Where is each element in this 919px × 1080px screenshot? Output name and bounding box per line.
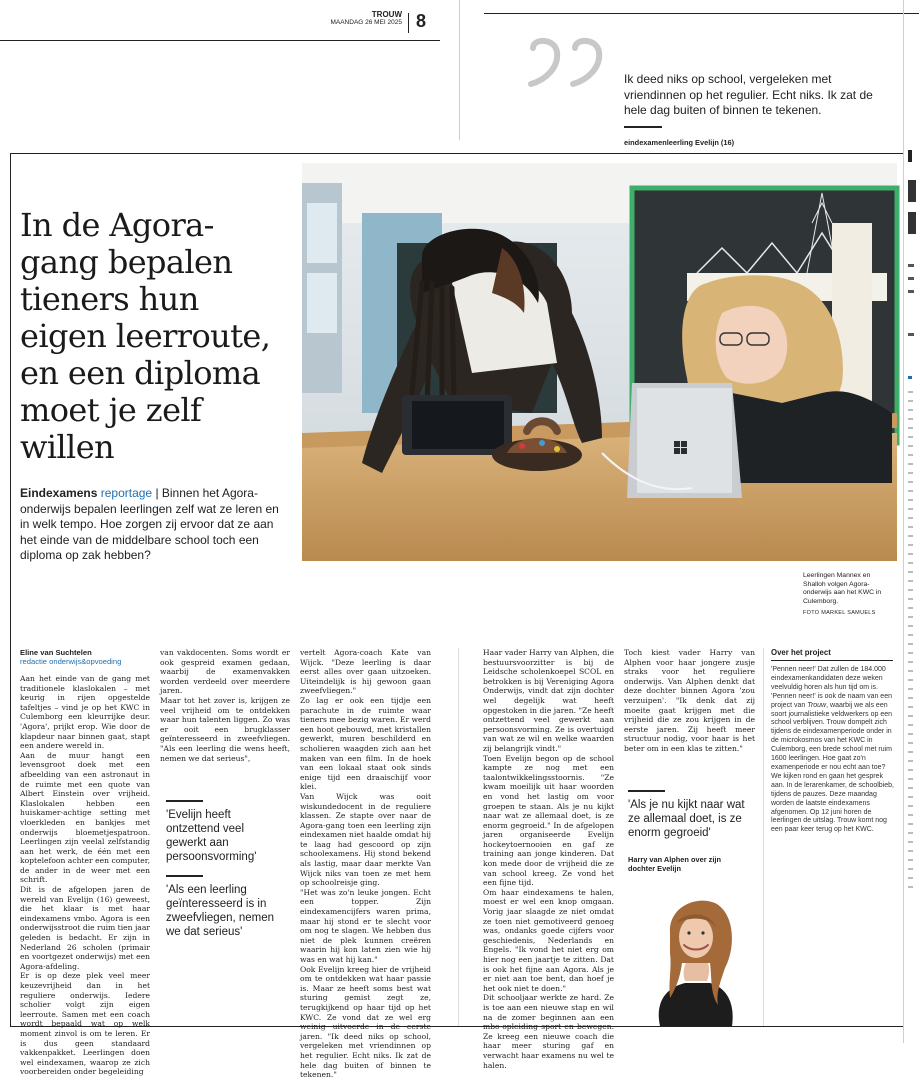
sidebar-body-rest: , waarbij we als een soort journalistieke veldwerkers op een school verblijven. Trouw dompelt zich tijdens de eindexamenperiode onder in de microkosmos van het KWC in Culemborg, een brede school met ruim 1600 leerlingen. Hoe gaat zo'n examenperiode er nou echt aan toe? We kijken rond en gaan het gesprek aan. In de lerarenkamer, de schoolbieb, tijdens de pauzes. Deze maandag worden de laatste eindexamens afgenomen. Op 12 juni horen de leerlingen de uitslag. Trouw komt nog een paar keer terug op het KWC. <box>771 701 894 834</box>
author-role: redactie onderwijs&opvoeding <box>20 657 122 666</box>
section-rule-top <box>10 153 903 154</box>
body-column-3: vertelt Agora-coach Kate van Wijck. "Deze leerling is daar eerst alles over gaan uitzoeken. Uiteindelijk is hij gewoon gaan zweefvliegen." Zo lag er ook een tijdje een parachute in de ruimte waar tieners mee bezig waren. Er werd een hoot gebouwd, met kristallen gewerkt, muren beschilderd en scholieren waagden zich aan het maken van een film. In de hoek van een lokaal staat ook sinds enige tijd een draaischijf voor klei. Van Wijck was ooit wiskundedocent in de reguliere klassen. Ze stapte over naar de Agora-gang toen een leerling zijn eindexamen niet haalde omdat hij te laag had gescoord op zijn schoolexamens. Hij stond bekend als lastig, maar daar merkte Van Wijck niks van toen ze met hem op schoolreisje ging. "Het was zo'n leuke jongen. Echt een topper. Zijn eindexamencijfers waren prima, maar hij stond er te slecht voor om nog te slagen. We hebben dus niet de plek kunnen creëren waarin hij kon laten zien wie hij was en wat hij kan." Ook Evelijn kreeg hier de vrijheid om te ontdekken wat haar passie is. Maar ze heeft soms best wat sturing gemist zegt ze, terugkijkend op haar tijd op het KWC. Ze vond dat ze wel erg weinig uitvoerde in de eerste jaren. "Ik deed niks op school, vergeleken met vriendinnen op het regulier. Echt niks. Ik zat de hele dag buiten of binnen te tekenen." <box>300 648 431 1080</box>
body-column-4: Haar vader Harry van Alphen, die bestuursvoorzitter is bij de Leidsche scholenkoepel SCOL en betrokken is bij Vereniging Agora Onderwijs, vindt dat zijn dochter wel degelijk wat heeft opgestoken in die jaren. "Ze heeft ontzettend veel gewerkt aan persoonsvorming. Ze is overtuigd van wat ze wil en welke waarden zij belangrijk vindt." Toen Evelijn begon op de school kampte ze nog met een taalontwikkelingsstoornis. "Ze kwam moeilijk uit haar woorden en vond het lastig om voor groepen te staan. Als je nu kijkt naar wat ze allemaal doet, is ze enorm gegroeid." In de afgelopen jaren organiseerde Evelijn hockeytoernooien en gaf ze training aan jonge kinderen. Dat kon mede door de vrijheid die ze van school kreeg. Ze vond het een fijne tijd. Om haar eindexamens te halen, moest er wel een knop omgaan. Vorig jaar slaagde ze niet omdat ze toen niet gemotiveerd genoeg was, ondanks goede cijfers voor geschiedenis, Nederlands en Engels. "Ik vond het niet erg om hier nog een jaartje te zitten. Dat is ook het fijne aan Agora. Als je er niet aan toe bent, dan hoef je het ook niet te doen." Dit schooljaar werkte ze hard. Ze is toe aan een nieuwe stap en wil na de zomer beginnen aan een mbo-opleiding sport en bewegen. Ze kreeg een nieuwe coach die haar meer sturing gaf en verwacht haar examens nu wel te halen. <box>483 648 614 1070</box>
pull-quote-top: Ik deed niks op school, vergeleken met vriendinnen op het regulier. Echt niks. Ik zat de hele dag buiten of binnen te tekenen. <box>624 72 873 117</box>
inline-quote-3: 'Als je nu kijkt naar wat ze allemaal doet, is ze enorm gegroeid' <box>628 799 745 839</box>
masthead-brand: TROUW <box>371 10 402 19</box>
pull-quote-top-attribution: eindexamenleerling Evelijn (16) <box>624 138 735 147</box>
portrait-photo <box>640 893 745 1026</box>
sidebar-divider <box>763 648 764 1026</box>
frame-left <box>10 153 11 1027</box>
intro-text: | Binnen het Agora-onderwijs bepalen leerlingen zelf wat ze leren en in welk tempo. Hoe zorgen zij ervoor dat ze aan het einde van de middelbare school toch een diploma op zak hebben? <box>20 486 279 562</box>
inline-quote-3-rule <box>628 790 665 792</box>
sidebar-body-intro: 'Pennen neer!' Dat zullen de 184.000 eindexamenkandidaten deze weken veelvuldig horen als hun tijd om is. 'Pennen neer!' is ook de naam van een project van <box>771 666 892 709</box>
author-name: Eline van Suchtelen <box>20 648 92 657</box>
article-photo <box>302 163 897 561</box>
sidebar-title-rule <box>771 660 893 661</box>
body-column-1: Aan het einde van de gang met traditionele klaslokalen – met keurig in rijen opgestelde tafeltjes – vind je op het KWC in Culemborg een kleurrijke deur. 'Agora', prijkt erop. Wie door de klapdeur naar binnen gaat, stapt een andere wereld in. Aan de muur hangt een levensgroot doek met een afbeelding van een astronaut in de ruimte met een quote van Albert Einstein over vrijheid. Klaslokalen hebben een huiskamer-achtige setting met vloerkleden en bankjes met onderwijs bloemetjespatroon. Leerlingen zijn veelal zelfstandig aan het werk, de één met een koptelefoon achter een computer, de ander in de weer met een schrift. Dit is de afgelopen jaren de wereld van Evelijn (16) geweest, die het klaar is met haar eindexamens vmbo. Agora is een onderwijsstroot die ruim tien jaar geleden is bedacht. Er zijn in Nederland 26 scholen (primair en voortgezet onderwijs) met een Agora-afdeling. Er is op deze plek veel meer keuzevrijheid dan in het reguliere onderwijs. Iedere scholier volgt zijn eigen leerroute. Samen met een coach wordt bepaald wat op welk moment zinvol is om te leren. Er is dus geen standaard vakkenpakket. Leerlingen doen wel eindexamen, waarop ze zich voorbereiden onder begeleiding <box>20 674 150 1077</box>
header-date: MAANDAG 26 MEI 2025 <box>330 19 402 26</box>
inline-quote-1: 'Evelijn heeft ontzettend veel gewerkt aan persoonsvorming' <box>166 809 257 863</box>
body-column-5: Toch kiest vader Harry van Alphen voor haar jongere zusje straks voor het reguliere onderwijs. Van Alphen denkt dat deze dochter binnen Agora 'zou verzuipen'. "Ik denk dat zij moeite gaat krijgen met die vrijheid die ze zou krijgen in de eerste jaren. Zij heeft meer structuur nodig, voor haar is het beter om in een klas te zitten." <box>624 648 755 753</box>
quote-marks-icon <box>525 40 615 105</box>
header-rule-left <box>0 40 440 41</box>
page-number: 8 <box>416 11 427 31</box>
center-fold <box>458 648 459 1026</box>
inline-quote-2: 'Als een leerling geïnteresseerd is in zweefvliegen, nemen we dat serieus' <box>166 884 275 938</box>
sidebar-body <box>771 666 895 835</box>
article-intro <box>20 486 282 564</box>
sidebar-title: Over het project <box>771 648 831 657</box>
photo-credit: FOTO MARKEL SAMUELS <box>803 610 876 616</box>
frame-right <box>903 0 904 1043</box>
gutter-line <box>459 0 460 140</box>
inline-quote-1-rule <box>166 800 203 802</box>
body-column-2: van vakdocenten. Soms wordt er ook gespreid examen gedaan, waarbij de examenvakken worden verdeeld over meerdere jaren. Maar tot het zover is, krijgen ze veel vrijheid om te ontdekken waar hun talenten liggen. Zo was er ooit een brugklasser geïnteresseerd in zweefvliegen. "Als een leerling die wens heeft, nemen we dat serieus", <box>160 648 290 763</box>
headline: In de Agora-gang bepalen tieners hun eigen leerroute, en een diploma moet je zelf willen <box>20 206 271 466</box>
kicker-genre: reportage <box>100 486 153 500</box>
inline-quote-2-rule <box>166 875 203 877</box>
header-divider <box>408 13 409 33</box>
kicker-section: Eindexamens <box>20 486 98 500</box>
photo-caption: Leerlingen Mannex en Shalloh volgen Agora-onderwijs aan het KWC in Culemborg. <box>803 572 882 605</box>
sidebar-body-italic: Trouw <box>807 701 827 709</box>
pull-quote-top-rule <box>624 126 662 128</box>
header-rule-right <box>484 13 919 14</box>
next-page-sliver <box>908 150 919 1010</box>
inline-quote-3-attribution: Harry van Alphen over zijn dochter Evelijn <box>628 855 721 873</box>
